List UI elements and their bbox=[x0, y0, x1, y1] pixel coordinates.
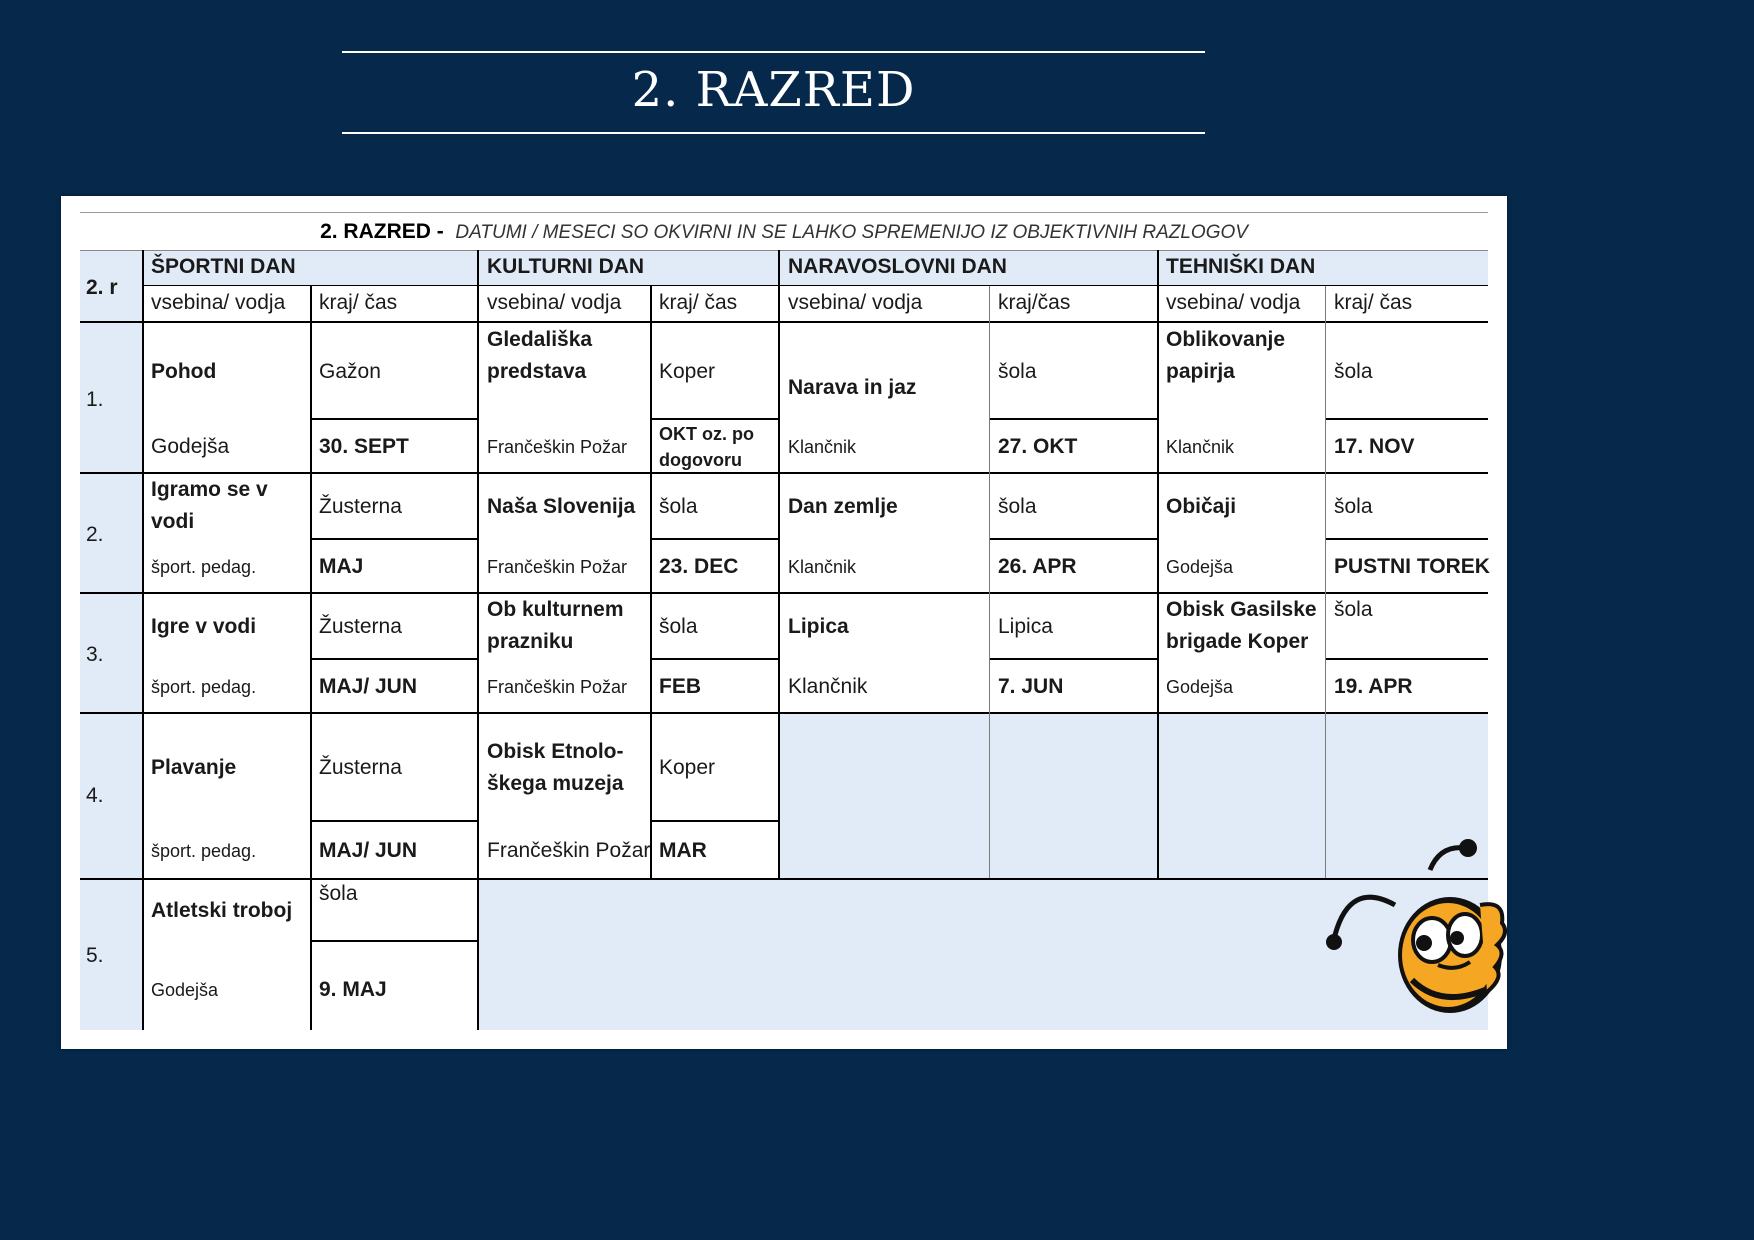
cell-split bbox=[1325, 418, 1488, 420]
narava-place: šola bbox=[998, 495, 1037, 518]
subheader-place: kraj/ čas bbox=[659, 291, 738, 314]
narava-date: 27. OKT bbox=[998, 435, 1078, 458]
sport-date: 9. MAJ bbox=[319, 978, 387, 1001]
kultura-leader: Frančeškin Požar bbox=[487, 557, 628, 577]
row-rule bbox=[80, 712, 1488, 714]
sport-place: šola bbox=[319, 882, 358, 905]
sport-date: 30. SEPT bbox=[319, 435, 409, 458]
col-rule bbox=[477, 250, 479, 1030]
kultura-title: Obisk Etnolo-škega muzeja bbox=[487, 740, 624, 795]
caption-title: 2. RAZRED - bbox=[320, 220, 444, 243]
tehnika-title: Oblikovanje papirja bbox=[1166, 328, 1286, 383]
cell-split bbox=[310, 940, 477, 942]
subheader-place: kraj/ čas bbox=[1334, 291, 1413, 314]
narava-date: 7. JUN bbox=[998, 675, 1064, 698]
subheader-content: vsebina/ vodja bbox=[151, 291, 286, 314]
title-rule-top bbox=[342, 51, 1205, 53]
sport-leader: Godejša bbox=[151, 980, 219, 1000]
sheet-rule bbox=[80, 212, 1488, 213]
col-rule bbox=[989, 286, 990, 878]
subheader-content: vsebina/ vodja bbox=[788, 291, 923, 314]
narava-leader: Klančnik bbox=[788, 675, 868, 698]
cell-split bbox=[650, 538, 778, 540]
narava-title: Dan zemlje bbox=[788, 495, 898, 518]
sport-leader: šport. pedag. bbox=[151, 557, 257, 577]
sport-place: Žusterna bbox=[319, 615, 402, 638]
subheader-content: vsebina/ vodja bbox=[1166, 291, 1301, 314]
kultura-date: OKT oz. po dogovoru bbox=[659, 424, 754, 470]
tehnika-date: 19. APR bbox=[1334, 675, 1413, 698]
group-header-tehnika: TEHNIŠKI DAN bbox=[1166, 255, 1316, 278]
col-rule bbox=[650, 286, 652, 878]
cell-split bbox=[310, 658, 477, 660]
row-number: 5. bbox=[86, 944, 104, 967]
narava-place: šola bbox=[998, 360, 1037, 383]
row-rule bbox=[80, 878, 1488, 880]
sport-place: Gažon bbox=[319, 360, 381, 383]
kultura-place: Koper bbox=[659, 756, 716, 779]
subheader-place: kraj/ čas bbox=[319, 291, 398, 314]
subheader-place: kraj/čas bbox=[998, 291, 1071, 314]
tehnika-title: Običaji bbox=[1166, 495, 1237, 518]
kultura-date: FEB bbox=[659, 675, 701, 698]
sport-title: Igramo se v vodi bbox=[151, 478, 268, 533]
bee-mascot-icon bbox=[1320, 830, 1510, 1020]
sport-date: MAJ bbox=[319, 555, 364, 578]
kultura-date: MAR bbox=[659, 839, 707, 862]
kultura-title: Naša Slovenija bbox=[487, 495, 636, 518]
narava-place: Lipica bbox=[998, 615, 1053, 638]
row-number: 2. bbox=[86, 523, 104, 546]
kultura-place: šola bbox=[659, 495, 698, 518]
narava-title: Lipica bbox=[788, 615, 849, 638]
sport-leader: šport. pedag. bbox=[151, 677, 257, 697]
row-number: 3. bbox=[86, 643, 104, 666]
tehnika-leader: Godejša bbox=[1166, 677, 1234, 697]
tehnika-place: šola bbox=[1334, 495, 1373, 518]
cell-split bbox=[650, 658, 778, 660]
tehnika-leader: Godejša bbox=[1166, 557, 1234, 577]
tehnika-place: šola bbox=[1334, 360, 1373, 383]
kultura-leader: Frančeškin Požar bbox=[487, 677, 628, 697]
sport-place: Žusterna bbox=[319, 756, 402, 779]
sport-title: Igre v vodi bbox=[151, 615, 257, 638]
cell-split bbox=[310, 418, 477, 420]
cell-split bbox=[989, 418, 1157, 420]
row-number: 4. bbox=[86, 784, 104, 807]
narava-leader: Klančnik bbox=[788, 437, 857, 457]
sport-leader: Godejša bbox=[151, 435, 230, 458]
tehnika-date: 17. NOV bbox=[1334, 435, 1415, 458]
row-rule bbox=[142, 285, 1488, 286]
page-title: 2. RAZRED bbox=[631, 62, 916, 118]
cell-split bbox=[989, 538, 1157, 540]
group-header-narava: NARAVOSLOVNI DAN bbox=[788, 255, 1007, 278]
kultura-date: 23. DEC bbox=[659, 555, 739, 578]
cell-split bbox=[1325, 538, 1488, 540]
tehnika-date: PUSTNI TOREK bbox=[1334, 555, 1490, 578]
kultura-leader: Frančeškin Požar bbox=[487, 437, 628, 457]
narava-title: Narava in jaz bbox=[788, 376, 917, 399]
col-rule bbox=[142, 250, 144, 1030]
corner-header: 2. r bbox=[86, 276, 118, 299]
row-number: 1. bbox=[86, 388, 104, 411]
kultura-place: šola bbox=[659, 615, 698, 638]
sport-date: MAJ/ JUN bbox=[319, 839, 418, 862]
narava-date: 26. APR bbox=[998, 555, 1077, 578]
cell-split bbox=[650, 820, 778, 822]
sport-date: MAJ/ JUN bbox=[319, 675, 418, 698]
kultura-place: Koper bbox=[659, 360, 716, 383]
sport-leader: šport. pedag. bbox=[151, 841, 257, 861]
table-caption bbox=[80, 220, 1488, 244]
title-rule-bottom bbox=[342, 132, 1205, 134]
kultura-title: Ob kulturnem prazniku bbox=[487, 598, 624, 653]
tehnika-place: šola bbox=[1334, 598, 1373, 621]
sport-place: Žusterna bbox=[319, 495, 402, 518]
col-rule bbox=[1157, 250, 1159, 878]
narava-leader: Klančnik bbox=[788, 557, 857, 577]
col-rule bbox=[310, 286, 312, 1030]
schedule-table bbox=[80, 250, 1488, 1030]
cell-split bbox=[989, 658, 1157, 660]
tehnika-title: Obisk Gasilske brigade Koper bbox=[1166, 598, 1317, 653]
sport-title: Plavanje bbox=[151, 756, 237, 779]
cell-split bbox=[650, 418, 778, 420]
tehnika-leader: Klančnik bbox=[1166, 437, 1235, 457]
group-header-sport: ŠPORTNI DAN bbox=[151, 255, 296, 278]
caption-note: DATUMI / MESECI SO OKVIRNI IN SE LAHKO SPREMENIJO IZ OBJEKTIVNIH RAZLOGOV bbox=[455, 222, 1248, 243]
row-rule bbox=[80, 321, 1488, 323]
sport-title: Pohod bbox=[151, 360, 217, 383]
col-rule bbox=[1325, 286, 1326, 878]
cell-split bbox=[310, 538, 477, 540]
subheader-content: vsebina/ vodja bbox=[487, 291, 622, 314]
group-header-kultura: KULTURNI DAN bbox=[487, 255, 645, 278]
schedule-sheet bbox=[61, 196, 1507, 1049]
kultura-leader: Frančeškin Požar bbox=[487, 839, 651, 862]
sport-title: Atletski troboj bbox=[151, 899, 293, 922]
kultura-title: Gledališka predstava bbox=[487, 328, 593, 383]
cell-split bbox=[310, 820, 477, 822]
cell-split bbox=[1325, 658, 1488, 660]
col-rule bbox=[778, 250, 780, 878]
